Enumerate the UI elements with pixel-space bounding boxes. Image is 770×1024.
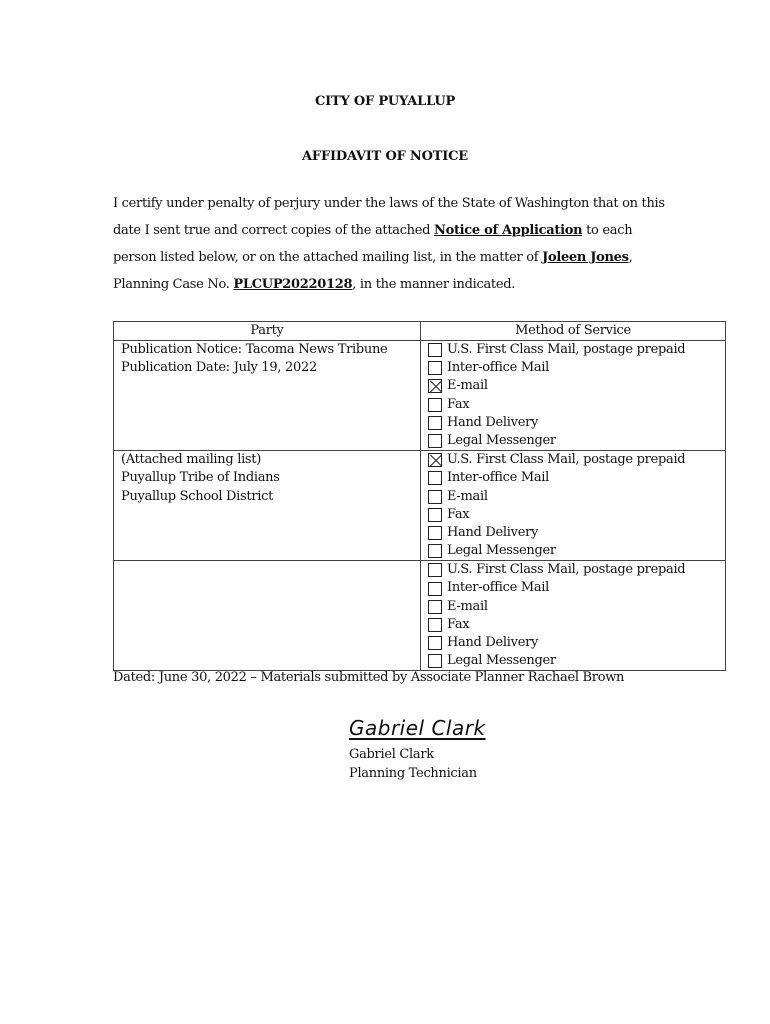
method-cell [421,341,726,451]
party-column-header: Party [114,322,421,341]
applicant-name: Joleen Jones [542,250,629,265]
method-option [428,488,725,506]
method-cell [421,561,726,671]
method-option [428,652,725,670]
notice-name: Notice of Application [434,223,583,238]
checked-checkbox[interactable] [428,379,442,393]
party-line: Puyallup School District [121,488,274,504]
cert-text-1: I certify under penalty of perjury under the laws of the State of Washington that on this date I sent true and correct copies of the attached [113,196,665,238]
party-line: Puyallup Tribe of Indians [121,470,280,486]
method-option [428,451,725,469]
method-option [428,396,725,414]
method-label: Inter-office Mail [447,360,550,376]
checkbox[interactable] [428,600,442,614]
checkbox[interactable] [428,398,442,412]
method-label: Fax [447,396,470,412]
checkbox[interactable] [428,618,442,632]
method-label: E-mail [447,488,488,504]
service-table-header [114,322,726,341]
checkbox[interactable] [428,361,442,375]
method-option [428,341,725,359]
signature-image [349,716,509,746]
method-label: Inter-office Mail [447,470,550,486]
cert-text-2: to each person listed below, or on the attached mailing list, in the matter of [113,223,633,265]
service-table-row [114,561,726,671]
checkbox[interactable] [428,471,442,485]
party-line: Publication Date: July 19, 2022 [121,360,317,376]
cert-text-3: , Planning Case No. [113,250,633,292]
method-option [428,598,725,616]
method-option [428,432,725,450]
party-cell [114,451,421,561]
method-label: Hand Delivery [447,635,539,650]
method-option [428,469,725,487]
cert-text-4: , in the manner indicated. [352,277,516,292]
certification-paragraph [113,190,673,298]
method-label: Hand Delivery [447,524,539,540]
method-label: U.S. First Class Mail, postage prepaid [447,452,686,468]
method-label: Fax [447,506,470,522]
method-option [428,359,725,377]
method-option [428,524,725,542]
service-table [113,321,726,671]
dated-line: Dated: June 30, 2022 – Materials submitted by Associate Planner Rachael Brown [113,670,625,685]
method-label: Legal Messenger [447,653,556,669]
method-option [428,506,725,524]
checkbox[interactable] [428,343,442,357]
case-number: PLCUP20220128 [233,277,353,292]
checkbox[interactable] [428,582,442,596]
method-option [428,377,725,395]
checkbox[interactable] [428,434,442,448]
method-label: Inter-office Mail [447,580,550,596]
method-label: U.S. First Class Mail, postage prepaid [447,562,686,578]
method-cell [421,451,726,561]
service-table-row [114,451,726,561]
method-option [428,561,725,579]
method-option [428,634,725,652]
checkbox[interactable] [428,654,442,668]
signer-name: Gabriel Clark [349,747,434,762]
handwritten-signature: Gabriel Clark [349,716,486,740]
checkbox[interactable] [428,544,442,558]
method-option [428,414,725,432]
checkbox[interactable] [428,490,442,504]
checkbox[interactable] [428,636,442,650]
method-label: Legal Messenger [447,432,556,448]
method-label: U.S. First Class Mail, postage prepaid [447,342,686,357]
document-title: AFFIDAVIT OF NOTICE [302,149,468,164]
signer-title: Planning Technician [349,766,477,781]
method-label: E-mail [447,598,488,614]
method-label: Fax [447,616,470,632]
method-option [428,616,725,634]
service-table-row [114,341,726,451]
method-option [428,542,725,560]
method-label: Hand Delivery [447,414,539,430]
party-line: (Attached mailing list) [121,452,261,468]
method-label: Legal Messenger [447,543,556,559]
city-heading: CITY OF PUYALLUP [314,94,456,109]
checked-checkbox[interactable] [428,453,442,467]
checkbox[interactable] [428,416,442,430]
party-cell [114,561,421,671]
checkbox[interactable] [428,526,442,540]
party-cell [114,341,421,451]
party-line: Publication Notice: Tacoma News Tribune [121,342,388,357]
method-option [428,579,725,597]
checkbox[interactable] [428,508,442,522]
checkbox[interactable] [428,563,442,577]
method-column-header: Method of Service [421,322,726,341]
method-label: E-mail [447,378,488,394]
